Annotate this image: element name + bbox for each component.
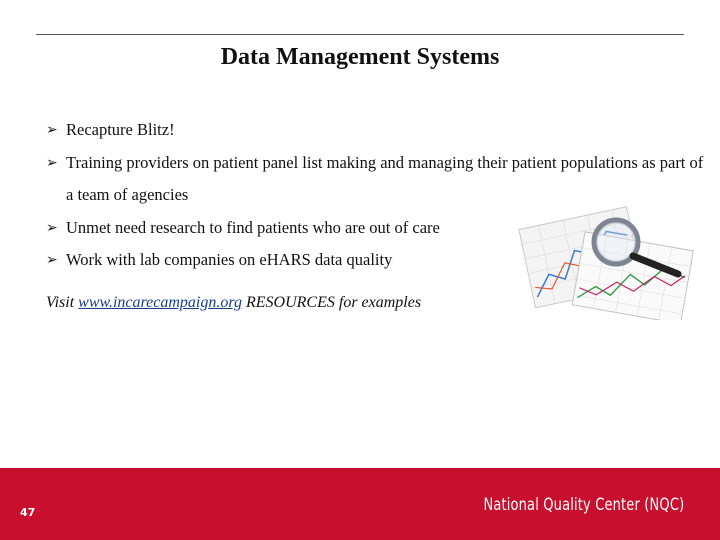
arrow-right-icon: ➢ bbox=[46, 154, 58, 171]
slide-title: Data Management Systems bbox=[220, 44, 500, 70]
visit-prefix: Visit bbox=[46, 294, 79, 311]
organization-name: National Quality Center (NQC) bbox=[483, 495, 684, 515]
bullet-item bbox=[46, 114, 706, 147]
visit-line bbox=[46, 294, 421, 312]
arrow-right-icon: ➢ bbox=[46, 252, 58, 268]
arrow-right-icon: ➢ bbox=[46, 219, 58, 236]
arrow-right-icon: ➢ bbox=[46, 122, 58, 138]
title-divider bbox=[36, 34, 684, 35]
resources-link[interactable]: www.incarecampaign.org bbox=[78, 294, 242, 311]
page-number: 47 bbox=[20, 506, 36, 519]
bullet-text: Recapture Blitz! bbox=[66, 120, 175, 139]
bullet-text: Unmet need research to find patients who are out of care bbox=[66, 217, 440, 237]
footer-bar bbox=[0, 468, 720, 540]
charts-with-magnifying-glass-icon bbox=[518, 196, 698, 320]
visit-suffix: RESOURCES for examples bbox=[242, 294, 422, 311]
bullet-text: Training providers on patient panel list making and managing their patient populations as part of a team of agencies bbox=[66, 152, 704, 204]
bullet-text: Work with lab companies on eHARS data quality bbox=[66, 250, 393, 269]
